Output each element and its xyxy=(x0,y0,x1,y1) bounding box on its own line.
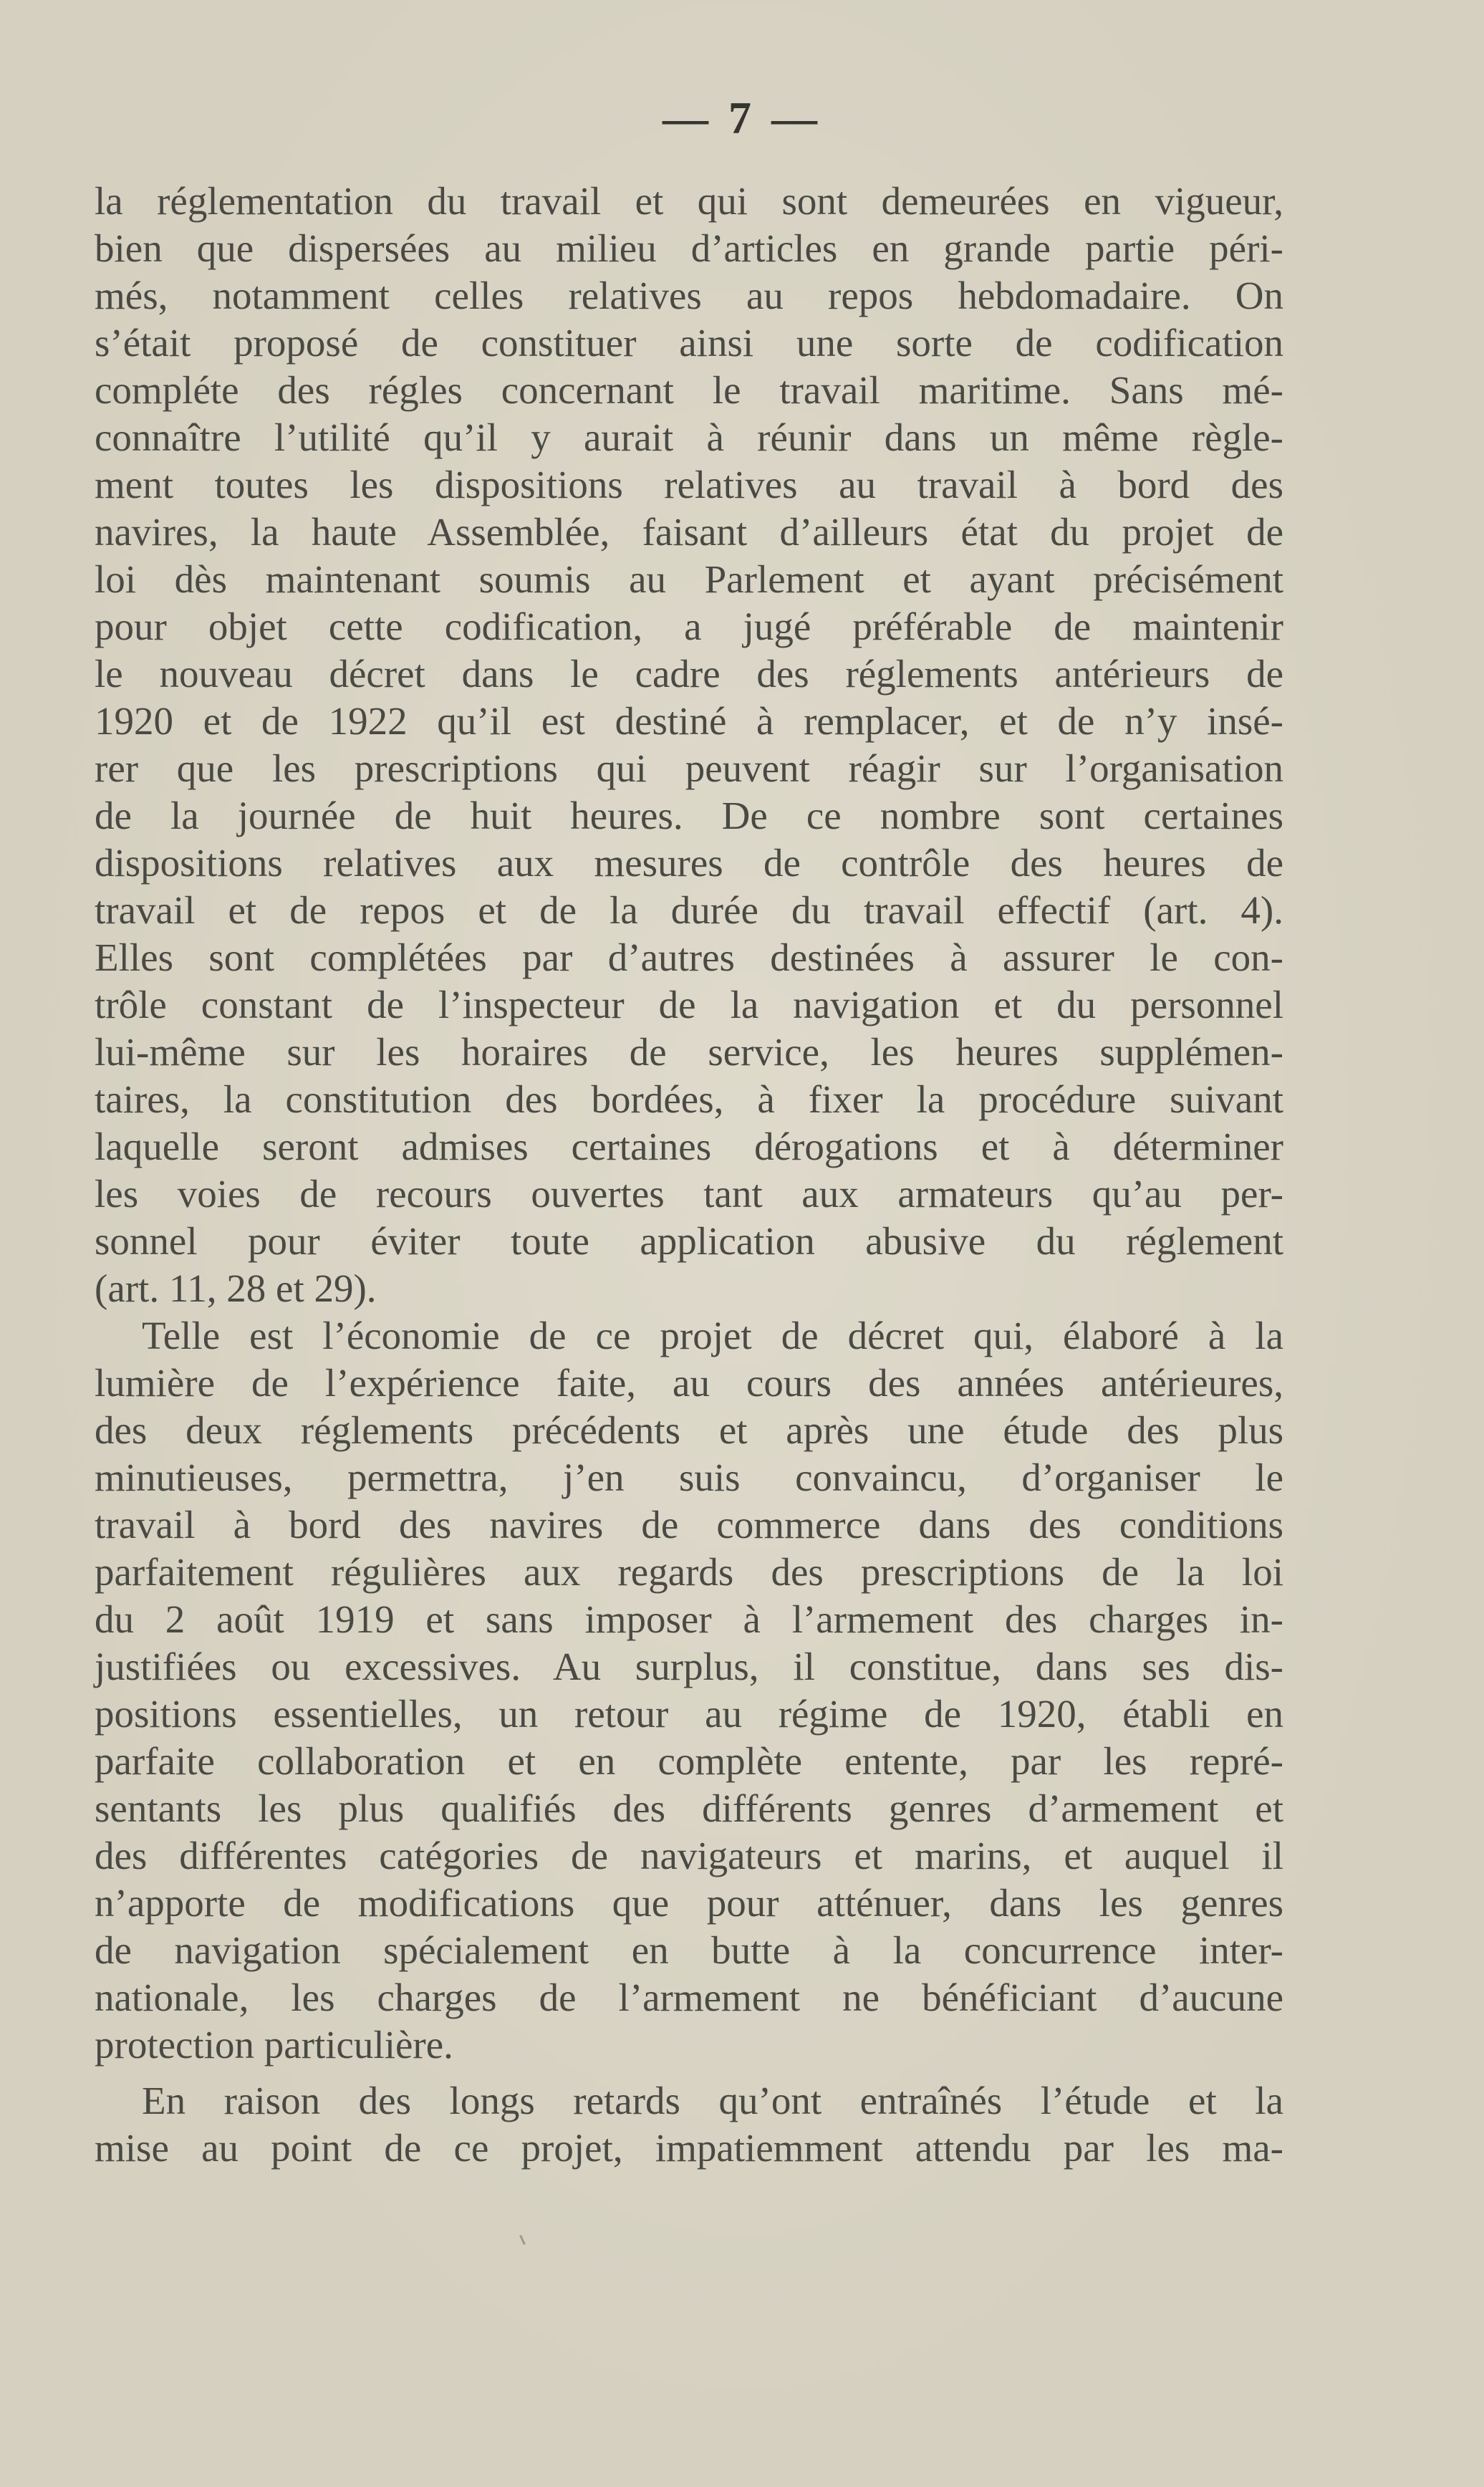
text-line: bien que dispersées au milieu d’articles en grande partie péri- xyxy=(95,226,1283,270)
text-line: més, notamment celles relatives au repos hebdomadaire. On xyxy=(95,274,1283,317)
text-line: sonnel pour éviter toute application abusive du réglement xyxy=(95,1219,1283,1263)
page-number: — 7 — xyxy=(662,92,822,143)
text-line: les voies de recours ouvertes tant aux armateurs qu’au per- xyxy=(95,1172,1283,1216)
text-line: des deux réglements précédents et après une étude des plus xyxy=(95,1408,1283,1452)
text-line: lumière de l’expérience faite, au cours des années antérieures, xyxy=(95,1361,1283,1405)
text-line: lui-même sur les horaires de service, les heures supplémen- xyxy=(95,1030,1283,1074)
text-line: travail à bord des navires de commerce dans des conditions xyxy=(95,1503,1283,1546)
text-line: connaître l’utilité qu’il y aurait à réunir dans un même règle- xyxy=(95,415,1283,459)
text-line: rer que les prescriptions qui peuvent réagir sur l’organisation xyxy=(95,746,1283,790)
text-line: laquelle seront admises certaines dérogations et à déterminer xyxy=(95,1125,1283,1168)
text-line: mise au point de ce projet, impatiemment attendu par les ma- xyxy=(95,2126,1283,2170)
text-line: travail et de repos et de la durée du travail effectif (art. 4). xyxy=(95,888,1283,932)
text-line: dispositions relatives aux mesures de contrôle des heures de xyxy=(95,841,1283,885)
text-line: des différentes catégories de navigateurs et marins, et auquel il xyxy=(95,1834,1283,1877)
text-line: n’apporte de modifications que pour atténuer, dans les genres xyxy=(95,1881,1283,1925)
text-line: 1920 et de 1922 qu’il est destiné à remplacer, et de n’y insé- xyxy=(95,699,1283,743)
text-line: de navigation spécialement en butte à la concurrence inter- xyxy=(95,1928,1283,1972)
text-line: taires, la constitution des bordées, à fixer la procédure suivant xyxy=(95,1077,1283,1121)
text-line: nationale, les charges de l’armement ne bénéficiant d’aucune xyxy=(95,1976,1283,2019)
text-line: minutieuses, permettra, j’en suis convaincu, d’organiser le xyxy=(95,1456,1283,1499)
text-line: protection particulière. xyxy=(95,2023,453,2067)
paragraph-2 xyxy=(95,1312,1283,2069)
text-line: En raison des longs retards qu’ont entraînés l’étude et la xyxy=(142,2079,1283,2122)
text-line: pour objet cette codification, a jugé préférable de maintenir xyxy=(95,605,1283,648)
text-line: trôle constant de l’inspecteur de la navigation et du personnel xyxy=(95,983,1283,1026)
print-speck xyxy=(519,2235,526,2245)
text-line: compléte des régles concernant le travail maritime. Sans mé- xyxy=(95,368,1283,412)
text-line: ment toutes les dispositions relatives au travail à bord des xyxy=(95,463,1283,506)
text-line: la réglementation du travail et qui sont demeurées en vigueur, xyxy=(95,179,1283,223)
text-line: sentants les plus qualifiés des différents genres d’armement et xyxy=(95,1786,1283,1830)
text-line: Telle est l’économie de ce projet de décret qui, élaboré à la xyxy=(142,1314,1283,1357)
text-line: parfaitement régulières aux regards des prescriptions de la loi xyxy=(95,1550,1283,1594)
text-line: justifiées ou excessives. Au surplus, il constitue, dans ses dis- xyxy=(95,1645,1283,1688)
text-line: positions essentielles, un retour au régime de 1920, établi en xyxy=(95,1692,1283,1736)
paragraph-3 xyxy=(95,2077,1283,2172)
text-line: loi dès maintenant soumis au Parlement et ayant précisément xyxy=(95,557,1283,601)
paragraph-1 xyxy=(95,178,1283,1312)
text-line: s’était proposé de constituer ainsi une sorte de codification xyxy=(95,321,1283,365)
text-line: parfaite collaboration et en complète entente, par les repré- xyxy=(95,1739,1283,1783)
body-text xyxy=(95,178,1283,2172)
text-line: navires, la haute Assemblée, faisant d’ailleurs état du projet de xyxy=(95,510,1283,554)
text-line: de la journée de huit heures. De ce nombre sont certaines xyxy=(95,794,1283,837)
text-line: le nouveau décret dans le cadre des réglements antérieurs de xyxy=(95,652,1283,696)
text-line: (art. 11, 28 et 29). xyxy=(95,1266,377,1310)
text-line: du 2 août 1919 et sans imposer à l’armement des charges in- xyxy=(95,1597,1283,1641)
text-line: Elles sont complétées par d’autres destinées à assurer le con- xyxy=(95,935,1283,979)
